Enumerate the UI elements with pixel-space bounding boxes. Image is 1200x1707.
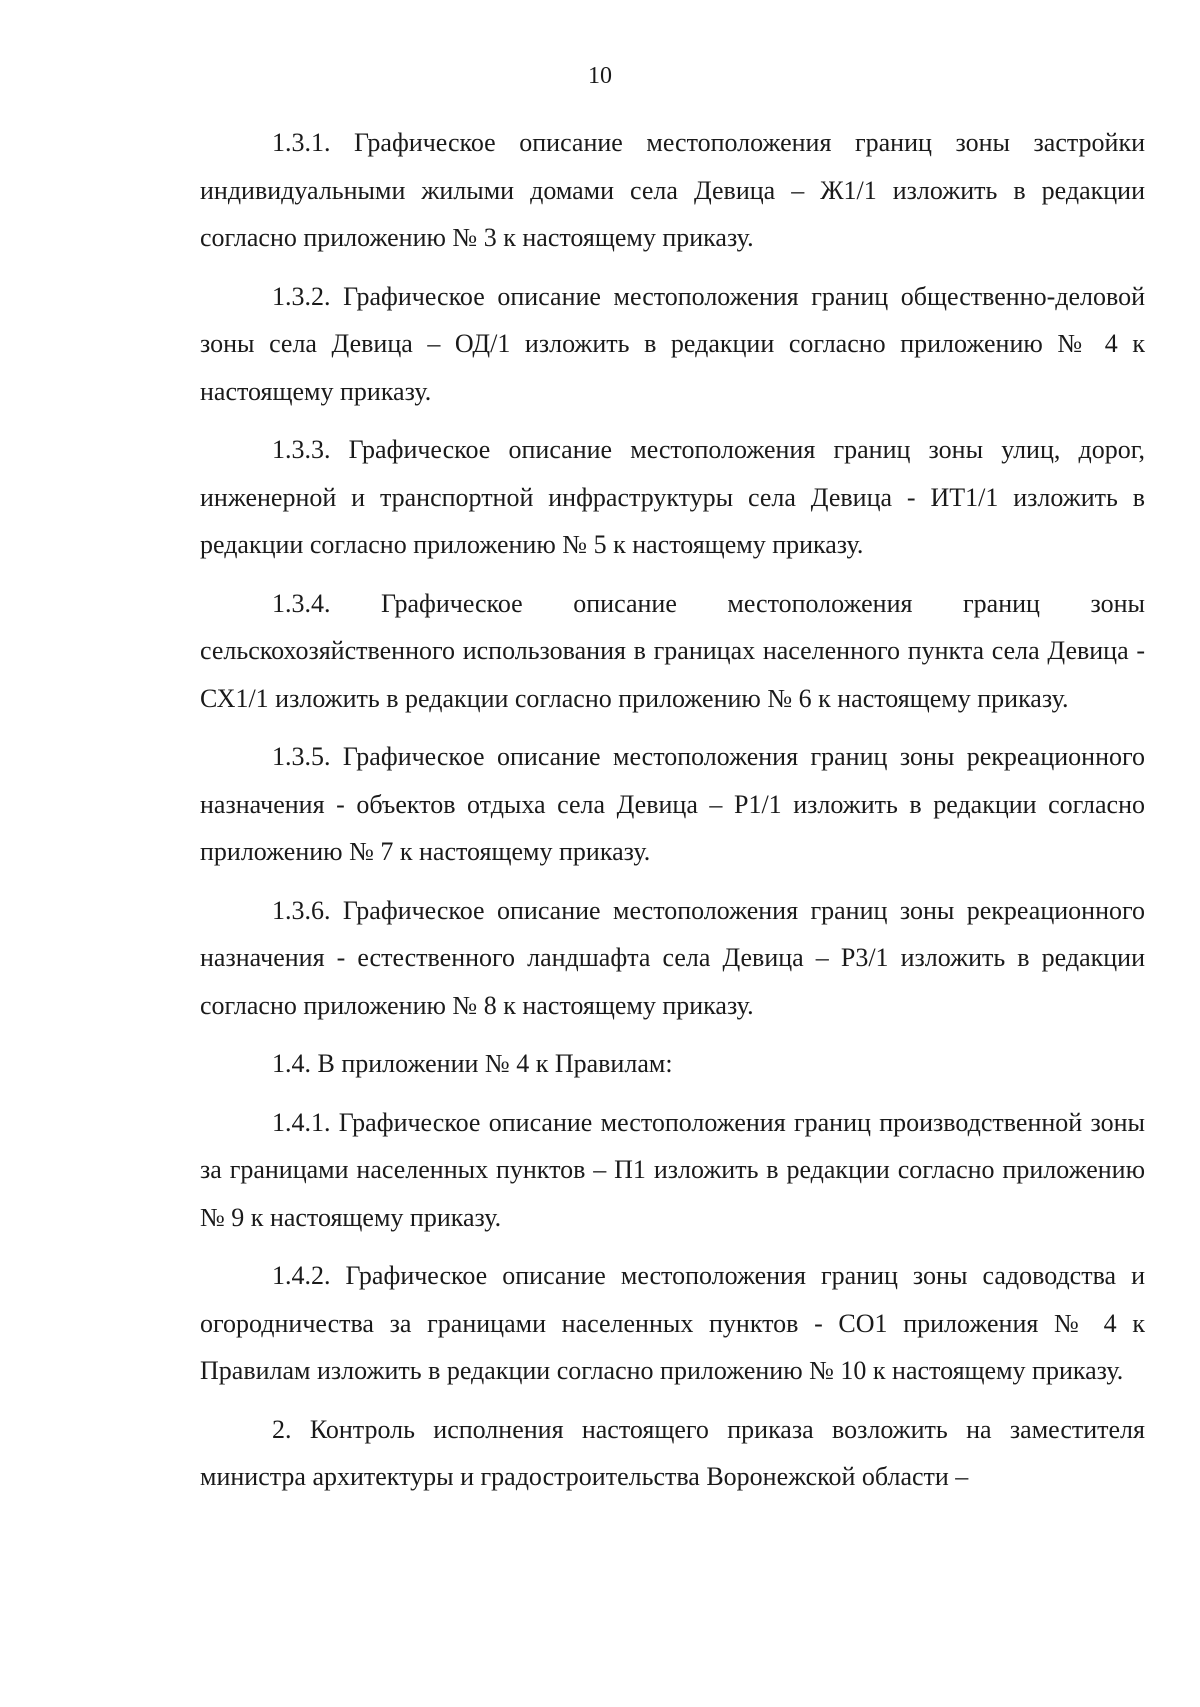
document-body (200, 119, 1145, 1512)
paragraph-1-3-5: 1.3.5. Графическое описание местоположения границ зоны рекреационного назначения - объектов отдыха села Девица – Р1/1 изложить в редакции согласно приложению № 7 к настоящему приказу. (200, 742, 1145, 866)
page-number: 10 (588, 63, 612, 89)
paragraph-1-3-1: 1.3.1. Графическое описание местоположения границ зоны застройки индивидуальными жилыми домами села Девица – Ж1/1 изложить в редакции согласно приложению № 3 к настоящему приказу. (200, 128, 1145, 252)
paragraph-1-4-1: 1.4.1. Графическое описание местоположения границ производственной зоны за границами населенных пунктов – П1 изложить в редакции согласно приложению № 9 к настоящему приказу. (200, 1107, 1145, 1232)
paragraph-2: 2. Контроль исполнения настоящего приказа возложить на заместителя министра архитектуры и градостроительства Воронежской области – (200, 1414, 1145, 1491)
paragraph-1-4-2: 1.4.2. Графическое описание местоположения границ зоны садоводства и огородничества за границами населенных пунктов - СО1 приложения № 4 к Правилам изложить в редакции согласно приложению № 10 к настоящему приказу. (200, 1261, 1145, 1385)
paragraph-1-3-4: 1.3.4. Графическое описание местоположения границ зоны сельскохозяйственного использования в границах населенного пункта села Девица - СХ1/1 изложить в редакции согласно приложению № 6 к настоящему приказу. (200, 588, 1145, 713)
paragraph-1-3-6: 1.3.6. Графическое описание местоположения границ зоны рекреационного назначения - естественного ландшафта села Девица – Р3/1 изложить в редакции согласно приложению № 8 к настоящему приказу. (200, 895, 1145, 1020)
paragraph-1-4: 1.4. В приложении № 4 к Правилам: (272, 1049, 673, 1078)
paragraph-1-3-2: 1.3.2. Графическое описание местоположения границ общественно-деловой зоны села Девица – ОД/1 изложить в редакции согласно приложению № 4 к настоящему приказу. (200, 281, 1145, 406)
paragraph-1-3-3: 1.3.3. Графическое описание местоположения границ зоны улиц, дорог, инженерной и транспортной инфраструктуры села Девица - ИТ1/1 изложить в редакции согласно приложению № 5 к настоящему приказу. (200, 435, 1145, 559)
